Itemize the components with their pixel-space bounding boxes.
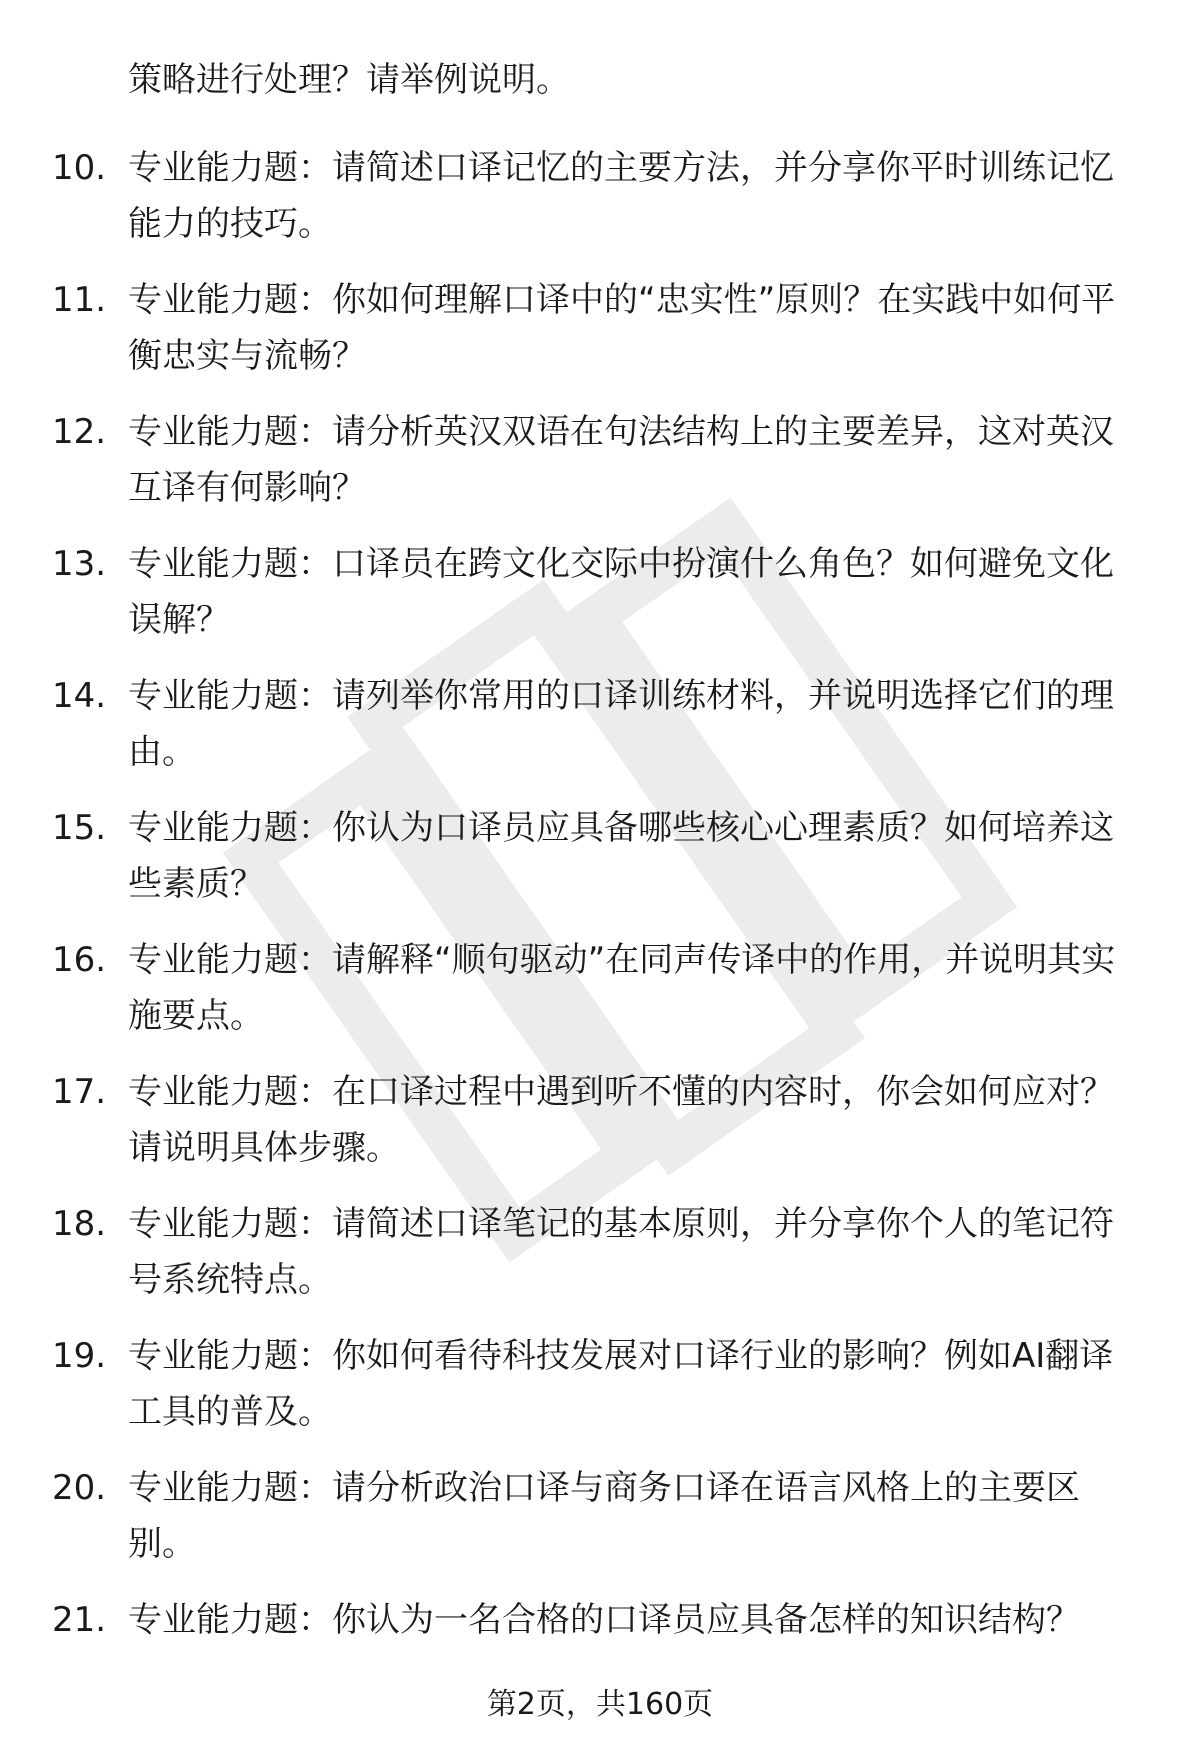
question-number: 16. xyxy=(52,940,107,980)
question-number: 10. xyxy=(52,148,107,188)
question-number: 14. xyxy=(52,676,107,716)
list-item xyxy=(0,140,1200,272)
list-item xyxy=(0,404,1200,536)
list-item xyxy=(0,1064,1200,1196)
question-text: 专业能力题：请分析英汉双语在句法结构上的主要差异，这对英汉互译有何影响？ xyxy=(128,412,1114,508)
list-item xyxy=(0,932,1200,1064)
list-item xyxy=(0,800,1200,932)
question-text: 专业能力题：你如何看待科技发展对口译行业的影响？例如AI翻译工具的普及。 xyxy=(128,1336,1114,1432)
question-text: 专业能力题：请分析政治口译与商务口译在语言风格上的主要区别。 xyxy=(128,1468,1080,1564)
list-item xyxy=(0,1196,1200,1328)
continuation-text: 策略进行处理？请举例说明。 xyxy=(128,60,570,100)
question-number: 13. xyxy=(52,544,107,584)
question-text: 专业能力题：请解释“顺句驱动”在同声传译中的作用，并说明其实施要点。 xyxy=(128,940,1116,1036)
list-item xyxy=(0,272,1200,404)
question-list xyxy=(0,140,1200,1724)
question-number: 19. xyxy=(52,1336,107,1376)
question-text: 专业能力题：在口译过程中遇到听不懂的内容时，你会如何应对？请说明具体步骤。 xyxy=(128,1072,1114,1168)
question-number: 15. xyxy=(52,808,107,848)
question-text: 专业能力题：请简述口译笔记的基本原则，并分享你个人的笔记符号系统特点。 xyxy=(128,1204,1114,1300)
list-item xyxy=(0,1328,1200,1460)
question-number: 18. xyxy=(52,1204,107,1244)
list-item xyxy=(0,668,1200,800)
question-text: 专业能力题：请列举你常用的口译训练材料，并说明选择它们的理由。 xyxy=(128,676,1114,772)
question-number: 17. xyxy=(52,1072,107,1112)
page-footer: 第2页，共160页 xyxy=(486,1687,714,1722)
question-number: 12. xyxy=(52,412,107,452)
question-text: 专业能力题：口译员在跨文化交际中扮演什么角色？如何避免文化误解？ xyxy=(128,544,1114,640)
list-item xyxy=(0,1460,1200,1592)
list-item xyxy=(0,536,1200,668)
question-text: 专业能力题：请简述口译记忆的主要方法，并分享你平时训练记忆能力的技巧。 xyxy=(128,148,1114,244)
question-number: 20. xyxy=(52,1468,107,1508)
question-text: 专业能力题：你认为口译员应具备哪些核心心理素质？如何培养这些素质？ xyxy=(128,808,1114,904)
question-text: 专业能力题：你认为一名合格的口译员应具备怎样的知识结构？ xyxy=(128,1600,1080,1640)
question-number: 21. xyxy=(52,1600,107,1640)
question-text: 专业能力题：你如何理解口译中的“忠实性”原则？在实践中如何平衡忠实与流畅？ xyxy=(128,280,1116,376)
question-number: 11. xyxy=(52,280,107,320)
